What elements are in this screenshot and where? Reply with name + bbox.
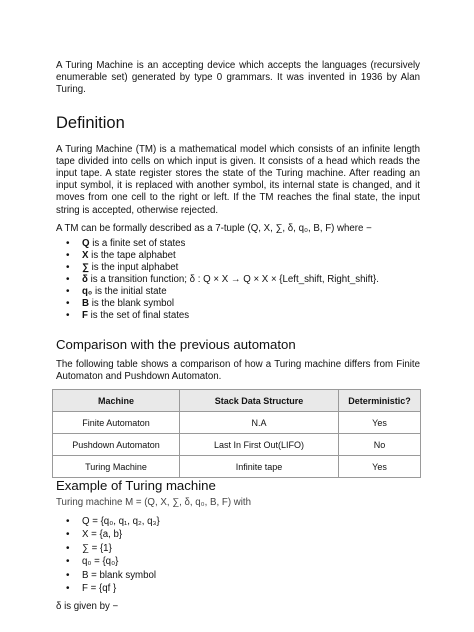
table-cell: Infinite tape — [180, 456, 339, 478]
table-header-row — [53, 390, 421, 412]
comparison-paragraph: The following table shows a comparison of how a Turing machine differs from Finite Automaton and Pushdown Automaton. — [56, 359, 420, 383]
list-item: • q₀ = {q₀} — [56, 555, 420, 569]
tuple-intro: A TM can be formally described as a 7-tuple (Q, X, ∑, δ, q₀, B, F) where − — [56, 222, 372, 234]
example-list — [56, 515, 420, 596]
list-item: • q₀ is the initial state — [56, 286, 420, 298]
table-cell: Yes — [339, 412, 421, 434]
list-item: • B is the blank symbol — [56, 298, 420, 310]
comparison-heading: Comparison with the previous automaton — [56, 337, 296, 353]
column-header: Stack Data Structure — [180, 390, 339, 412]
comparison-table — [52, 389, 421, 478]
table-row — [53, 412, 421, 434]
example-intro: Turing machine M = (Q, X, ∑, δ, q₀, B, F) with — [56, 497, 251, 509]
definition-paragraph: A Turing Machine (TM) is a mathematical model which consists of an infinite length tape divided into cells on which input is given. It consists of a head which reads the input tape. A state register stores the state of the Turing machine. After reading an input symbol, it is replaced with another symbol, its internal state is changed, and it moves from one cell to the right or left. If the TM reaches the final state, the input string is accepted, otherwise rejected. — [56, 143, 420, 216]
definition-heading: Definition — [56, 113, 125, 132]
list-item: • B = blank symbol — [56, 569, 420, 583]
list-item: • δ is a transition function; δ : Q × X → Q × X × {Left_shift, Right_shift}. — [56, 274, 420, 286]
example-footer: δ is given by − — [56, 600, 119, 612]
list-item: • X is the tape alphabet — [56, 250, 420, 262]
intro-paragraph: A Turing Machine is an accepting device which accepts the languages (recursively enumerable set) generated by type 0 grammars. It was invented in 1936 by Alan Turing. — [56, 60, 420, 96]
list-item: • ∑ = {1} — [56, 542, 420, 556]
tuple-list — [56, 238, 420, 322]
list-item: • X = {a, b} — [56, 528, 420, 542]
table-cell: No — [339, 434, 421, 456]
list-item: • F = {qf } — [56, 582, 420, 596]
document-page — [56, 60, 420, 613]
example-heading: Example of Turing machine — [56, 478, 216, 494]
table-cell: Turing Machine — [53, 456, 180, 478]
table-cell: Finite Automaton — [53, 412, 180, 434]
column-header: Machine — [53, 390, 180, 412]
table-cell: N.A — [180, 412, 339, 434]
table-row — [53, 456, 421, 478]
list-item: • Q = {q₀, q₁, q₂, q₃} — [56, 515, 420, 529]
list-item: • F is the set of final states — [56, 310, 420, 322]
list-item: • ∑ is the input alphabet — [56, 262, 420, 274]
table-row — [53, 434, 421, 456]
table-cell: Yes — [339, 456, 421, 478]
column-header: Deterministic? — [339, 390, 421, 412]
table-cell: Last In First Out(LIFO) — [180, 434, 339, 456]
list-item: • Q is a finite set of states — [56, 238, 420, 250]
table-cell: Pushdown Automaton — [53, 434, 180, 456]
